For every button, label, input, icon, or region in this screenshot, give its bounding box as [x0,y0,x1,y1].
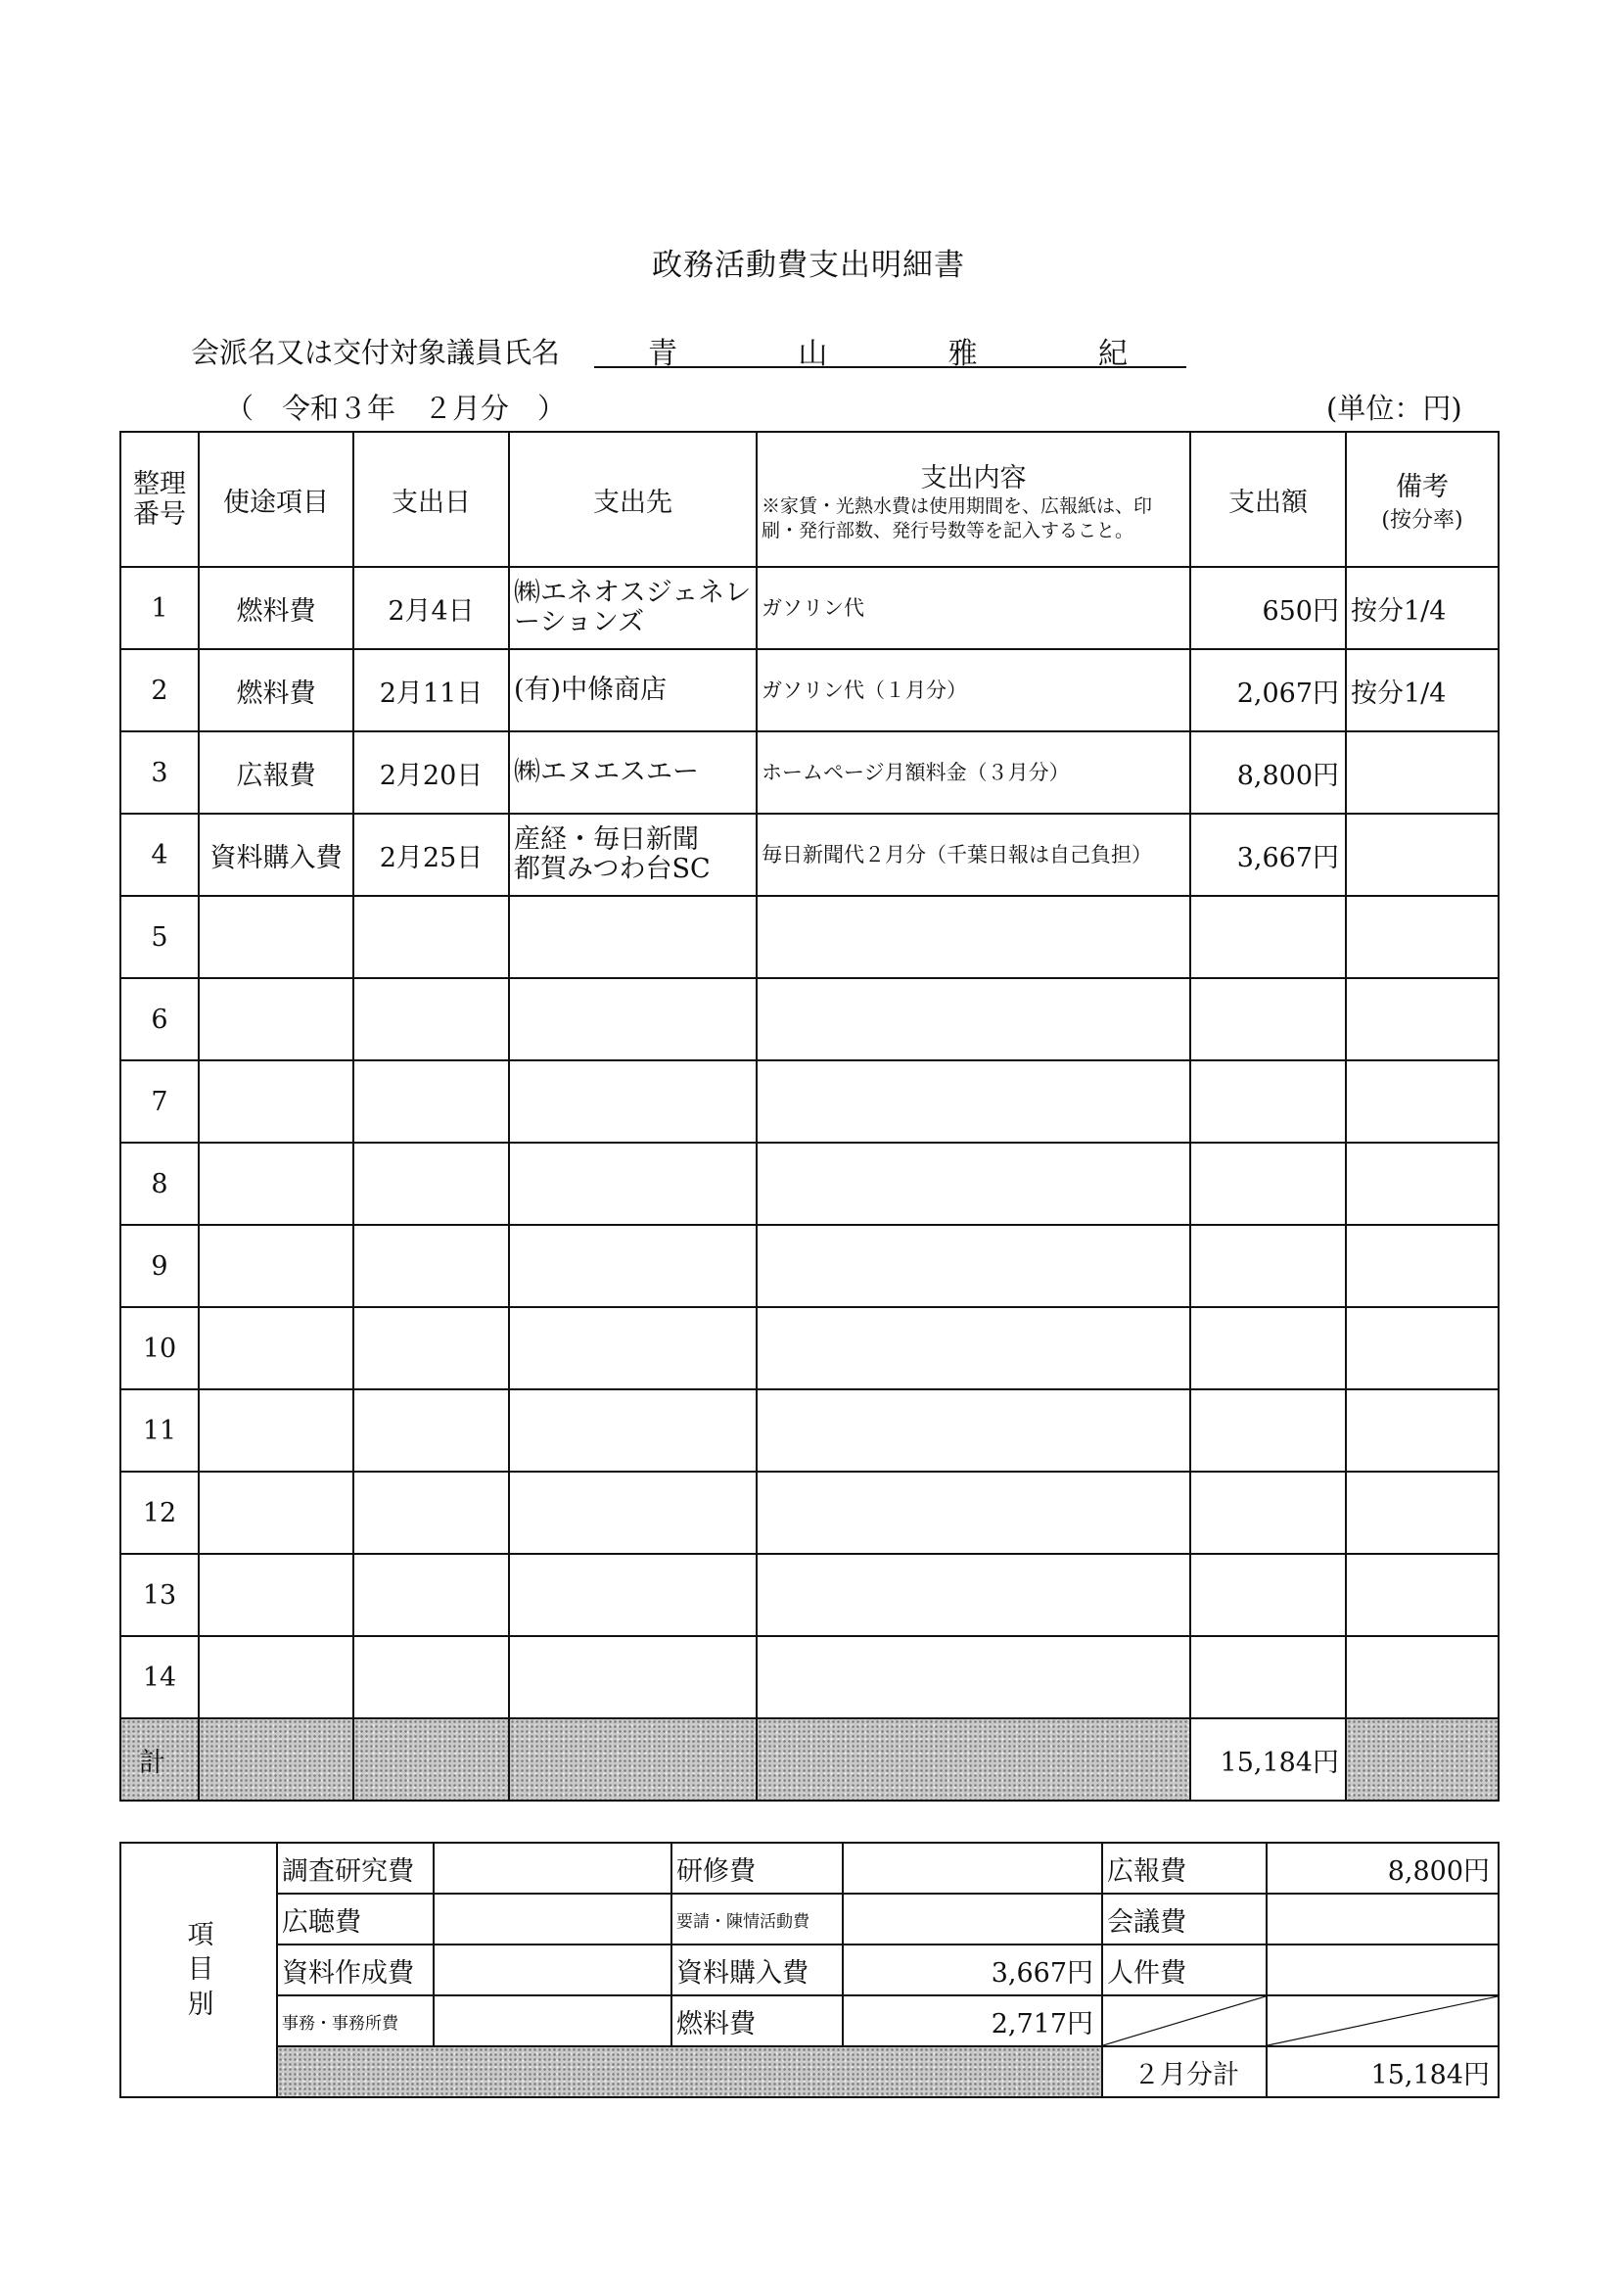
table-row [120,1636,1499,1718]
row-content: ガソリン代 [757,567,1190,649]
table-header-row [120,432,1499,567]
header-content [757,432,1190,567]
header-no: 整理 番号 [120,432,199,567]
row-note [1346,1143,1499,1225]
row-number: 7 [120,1060,199,1143]
member-label: 会派名又は交付対象議員氏名 [191,336,561,369]
row-purpose [199,1143,353,1225]
header-content-note: ※家賃・光熱水費は使用期間を、広報紙は、印刷・発行部数、発行号数等を記入すること。 [762,494,1153,541]
summary-value-research [434,1843,671,1894]
header-purpose: 使途項目 [199,432,353,567]
summary-label-hearing: 広聴費 [277,1894,434,1945]
row-payee [509,978,757,1060]
member-name-char: 紀 [1097,337,1128,371]
row-date [353,1636,509,1718]
row-purpose [199,1307,353,1389]
total-shaded-cell [353,1718,509,1801]
summary-value-personnel [1267,1945,1499,1995]
row-note [1346,814,1499,896]
row-date: 2月25日 [353,814,509,896]
row-content: ガソリン代（１月分） [757,649,1190,731]
row-payee: ㈱エヌエスエー [509,731,757,814]
row-content [757,1389,1190,1472]
header-content-label: 支出内容 [920,462,1027,493]
summary-row [120,2046,1499,2097]
row-content: 毎日新聞代２月分（千葉日報は自己負担） [757,814,1190,896]
summary-label-materials-prep: 資料作成費 [277,1945,434,1995]
row-number: 12 [120,1472,199,1554]
summary-label-publicity: 広報費 [1102,1843,1267,1894]
row-date [353,1472,509,1554]
table-row [120,1472,1499,1554]
row-number: 3 [120,731,199,814]
row-date [353,896,509,978]
row-purpose: 燃料費 [199,649,353,731]
row-date: 2月11日 [353,649,509,731]
row-purpose [199,978,353,1060]
summary-label-materials-purchase: 資料購入費 [671,1945,843,1995]
row-amount [1190,1389,1346,1472]
total-label: 計 [120,1718,199,1801]
header-note [1346,432,1499,567]
row-payee: 産経・毎日新聞 都賀みつわ台SC [509,814,757,896]
row-purpose [199,1389,353,1472]
summary-shaded-cell [277,2046,1102,2097]
row-note [1346,1389,1499,1472]
row-content [757,1060,1190,1143]
month-total-label: ２月分計 [1102,2046,1267,2097]
row-content: ホームページ月額料金（３月分） [757,731,1190,814]
row-payee [509,896,757,978]
member-name-char: 山 [798,337,828,371]
row-content [757,1307,1190,1389]
header-note-sub: (按分率) [1381,508,1463,533]
row-note: 按分1/4 [1346,649,1499,731]
row-content [757,896,1190,978]
summary-value-materials-purchase: 3,667円 [843,1945,1102,1995]
row-date: 2月20日 [353,731,509,814]
summary-label-training: 研修費 [671,1843,843,1894]
row-amount [1190,1554,1346,1636]
row-note [1346,1472,1499,1554]
summary-value-materials-prep [434,1945,671,1995]
row-purpose [199,1472,353,1554]
summary-label-meeting: 会議費 [1102,1894,1267,1945]
total-shaded-cell [199,1718,353,1801]
row-amount [1190,1307,1346,1389]
header-payee: 支出先 [509,432,757,567]
row-date [353,978,509,1060]
row-note [1346,1554,1499,1636]
row-number: 6 [120,978,199,1060]
row-note [1346,1225,1499,1307]
row-purpose [199,1554,353,1636]
row-purpose: 燃料費 [199,567,353,649]
row-content [757,1636,1190,1718]
row-number: 10 [120,1307,199,1389]
table-row [120,649,1499,731]
table-row [120,814,1499,896]
summary-row [120,1894,1499,1945]
row-number: 9 [120,1225,199,1307]
row-payee: ㈱エネオスジェネレーションズ [509,567,757,649]
row-payee: (有)中條商店 [509,649,757,731]
member-name-char: 青 [648,337,677,371]
member-name [594,329,1186,371]
row-content [757,1554,1190,1636]
row-date: 2月4日 [353,567,509,649]
row-amount: 3,667円 [1190,814,1346,896]
table-row [120,1143,1499,1225]
row-note [1346,896,1499,978]
row-date [353,1554,509,1636]
total-row [120,1718,1499,1801]
row-payee [509,1389,757,1472]
row-payee [509,1225,757,1307]
summary-label-fuel: 燃料費 [671,1995,843,2046]
row-purpose [199,896,353,978]
diagonal-blank-cell [1267,1995,1499,2046]
row-note [1346,1060,1499,1143]
summary-row [120,1843,1499,1894]
table-row [120,567,1499,649]
category-summary-table [119,1842,1500,2098]
row-content [757,1472,1190,1554]
row-date [353,1307,509,1389]
row-purpose: 資料購入費 [199,814,353,896]
row-amount [1190,1225,1346,1307]
row-purpose [199,1060,353,1143]
row-amount: 2,067円 [1190,649,1346,731]
row-payee [509,1307,757,1389]
page-title: 政務活動費支出明細書 [652,248,965,283]
summary-value-training [843,1843,1102,1894]
row-content [757,1225,1190,1307]
row-purpose [199,1636,353,1718]
row-payee [509,1060,757,1143]
summary-label-petition: 要請・陳情活動費 [671,1894,843,1945]
report-period: （ 令和３年 ２月分 ） [225,392,567,425]
summary-value-publicity: 8,800円 [1267,1843,1499,1894]
total-amount: 15,184円 [1190,1718,1346,1801]
row-note [1346,1307,1499,1389]
summary-label-office: 事務・事務所費 [277,1995,434,2046]
summary-label-personnel: 人件費 [1102,1945,1267,1995]
summary-value-hearing [434,1894,671,1945]
total-shaded-cell [757,1718,1190,1801]
total-shaded-cell [1346,1718,1499,1801]
row-date [353,1389,509,1472]
row-number: 13 [120,1554,199,1636]
table-row [120,1307,1499,1389]
row-note: 按分1/4 [1346,567,1499,649]
row-amount [1190,978,1346,1060]
row-amount: 650円 [1190,567,1346,649]
row-amount [1190,896,1346,978]
row-number: 14 [120,1636,199,1718]
summary-value-petition [843,1894,1102,1945]
row-date [353,1060,509,1143]
table-row [120,1389,1499,1472]
header-note-label: 備考 [1396,472,1449,502]
row-payee [509,1143,757,1225]
row-payee [509,1636,757,1718]
row-amount [1190,1472,1346,1554]
summary-value-fuel: 2,717円 [843,1995,1102,2046]
row-amount [1190,1143,1346,1225]
row-purpose [199,1225,353,1307]
row-payee [509,1554,757,1636]
month-total-value: 15,184円 [1267,2046,1499,2097]
table-row [120,1225,1499,1307]
summary-value-meeting [1267,1894,1499,1945]
summary-label-research: 調査研究費 [277,1843,434,1894]
header-amount: 支出額 [1190,432,1346,567]
row-amount: 8,800円 [1190,731,1346,814]
row-number: 2 [120,649,199,731]
row-number: 11 [120,1389,199,1472]
summary-value-office [434,1995,671,2046]
summary-row [120,1945,1499,1995]
table-row [120,731,1499,814]
row-date [353,1225,509,1307]
row-number: 5 [120,896,199,978]
header-date: 支出日 [353,432,509,567]
row-number: 1 [120,567,199,649]
row-note [1346,978,1499,1060]
row-payee [509,1472,757,1554]
row-number: 8 [120,1143,199,1225]
summary-row [120,1995,1499,2046]
row-date [353,1143,509,1225]
member-name-char: 雅 [947,337,978,371]
row-note [1346,731,1499,814]
row-content [757,1143,1190,1225]
row-note [1346,1636,1499,1718]
table-row [120,1554,1499,1636]
unit-label: (単位：円) [1326,392,1462,425]
diagonal-blank-cell [1102,1995,1267,2046]
table-row [120,1060,1499,1143]
row-amount [1190,1636,1346,1718]
summary-side-label: 項 目 別 [120,1843,277,2097]
row-purpose: 広報費 [199,731,353,814]
total-shaded-cell [509,1718,757,1801]
table-row [120,978,1499,1060]
table-row [120,896,1499,978]
row-amount [1190,1060,1346,1143]
row-content [757,978,1190,1060]
row-number: 4 [120,814,199,896]
expense-detail-table [119,431,1500,1802]
